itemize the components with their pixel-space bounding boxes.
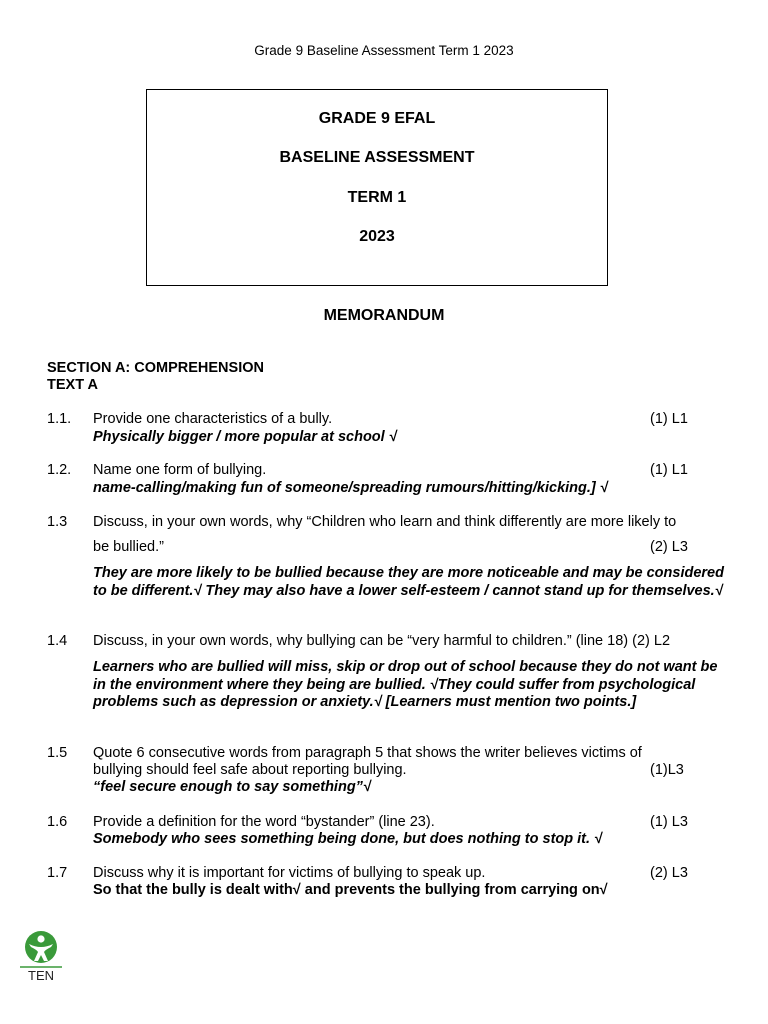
question-text-continued: be bullied.” — [93, 539, 164, 555]
question-marks: (1)L3 — [650, 762, 684, 778]
answer-text: Physically bigger / more popular at school √ — [93, 429, 397, 445]
question-text: Name one form of bullying. — [93, 462, 267, 478]
question-text: Discuss why it is important for victims of bullying to speak up. — [93, 865, 486, 881]
question-number: 1.5 — [47, 745, 68, 761]
section-subheading: TEXT A — [47, 377, 99, 393]
title-term: TERM 1 — [347, 189, 407, 206]
section-heading: SECTION A: COMPREHENSION — [47, 360, 264, 376]
title-year: 2023 — [359, 228, 395, 245]
question-number: 1.4 — [47, 633, 68, 649]
question-marks: (2) L3 — [650, 865, 688, 881]
question-marks: (1) L1 — [650, 411, 688, 427]
question-text: Discuss, in your own words, why bullying can be “very harmful to children.” (line 18) (2) L2 — [93, 633, 671, 649]
question-text: Provide one characteristics of a bully. — [93, 411, 333, 427]
question-number: 1.6 — [47, 814, 68, 830]
question-marks: (1) L3 — [650, 814, 688, 830]
answer-text: Learners who are bullied will miss, skip or drop out of school because they do not want be in the environment where they being are bullied. √They could suffer from psychological problems such as depression or anxiety.√ [Learners must mention two points.] — [93, 659, 718, 710]
ten-logo — [18, 930, 64, 984]
answer-text: They are more likely to be bullied because they are more noticeable and may be considered to be different.√ They may also have a lower self-esteem / cannot stand up for themselves.√ — [93, 565, 724, 599]
title-box — [146, 89, 608, 286]
title-grade: GRADE 9 EFAL — [318, 110, 436, 127]
answer-text: Somebody who sees something being done, but does nothing to stop it. √ — [93, 831, 603, 847]
question-number: 1.7 — [47, 865, 68, 881]
question-number: 1.2. — [47, 462, 72, 478]
question-marks: (1) L1 — [650, 462, 688, 478]
question-marks: (2) L3 — [650, 539, 688, 555]
answer-text: name-calling/making fun of someone/spreading rumours/hitting/kicking.] √ — [93, 480, 608, 496]
question-text-continued: bullying should feel safe about reporting bullying. — [93, 762, 407, 778]
answer-text: So that the bully is dealt with√ and prevents the bullying from carrying on√ — [93, 882, 608, 898]
question-text: Quote 6 consecutive words from paragraph 5 that shows the writer believes victims of — [93, 745, 642, 761]
running-header: Grade 9 Baseline Assessment Term 1 2023 — [254, 43, 514, 58]
title-assessment: BASELINE ASSESSMENT — [279, 149, 475, 166]
question-number: 1.1. — [47, 411, 72, 427]
question-number: 1.3 — [47, 514, 68, 530]
question-text: Provide a definition for the word “bystander” (line 23). — [93, 814, 435, 830]
person-figure-icon — [18, 930, 64, 984]
answer-text: “feel secure enough to say something”√ — [93, 779, 371, 795]
memorandum-title: MEMORANDUM — [323, 307, 445, 324]
question-text: Discuss, in your own words, why “Children who learn and think differently are more likely to — [93, 514, 677, 530]
logo-text: TEN — [28, 968, 54, 983]
